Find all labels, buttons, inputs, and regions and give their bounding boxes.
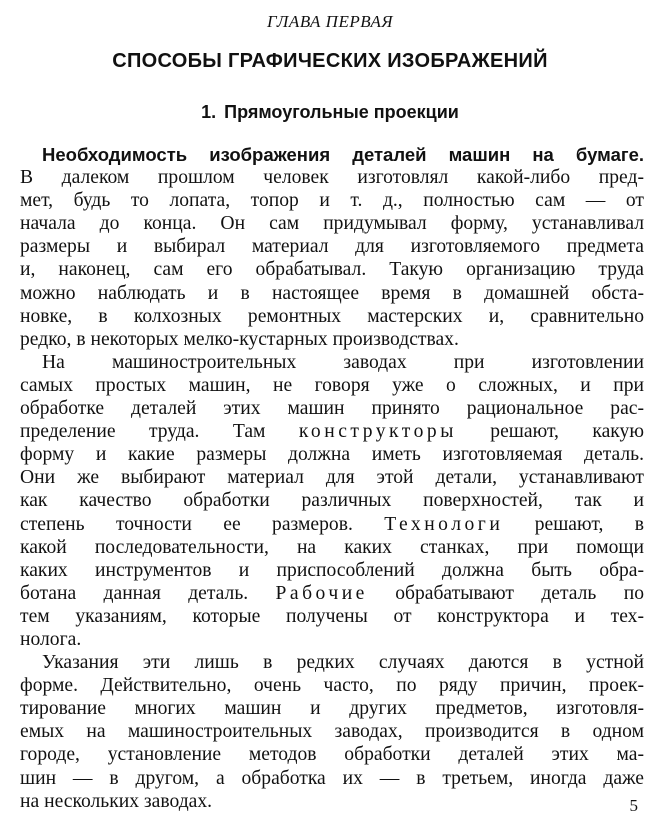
text-line [20,143,644,166]
text-run: решают, в [503,513,644,535]
text-run: обработке деталей этих машин принято рациональное рас- [20,398,644,420]
text-run: размеры и выбирал материал для изготовляемого предмета [20,236,644,258]
text-line [20,674,644,697]
text-line [20,651,644,674]
text-line [20,767,644,790]
paragraph [20,351,644,651]
text-line [20,258,644,281]
text-run: мет, будь то лопата, топор и т. д., полностью сам — от [20,190,644,212]
text-run: Указания эти лишь в редких случаях даются в устной [42,652,644,674]
text-line [20,282,644,305]
text-run: нолога. [20,628,82,650]
paragraph-lead-in: Необходимость изображения деталей машин на бумаге. [42,144,644,165]
text-line [20,235,644,258]
text-run: и, наконец, сам его обрабатывал. Такую организацию труда [20,259,644,281]
text-run: На машиностроительных заводах при изготовлении [42,351,644,373]
page-number: 5 [629,796,638,815]
text-run: можно наблюдать и в настоящее время в домашней обста- [20,282,644,304]
emphasized-term: Технологи [384,513,504,535]
text-line [20,720,644,743]
text-run: новке, в колхозных ремонтных мастерских и, сравнительно [20,305,644,327]
text-line [20,628,644,651]
text-run: начала до конца. Он сам придумывал форму, устанавливал [20,213,644,235]
text-run: как качество обработки различных поверхностей, так и [20,490,644,512]
emphasized-term: конструкторы [298,421,457,443]
text-line [20,605,644,628]
text-line [20,443,644,466]
text-line [20,166,644,189]
text-line [20,582,644,605]
body-text [20,143,644,813]
chapter-title: СПОСОБЫ ГРАФИЧЕСКИХ ИЗОБРАЖЕНИЙ [112,50,548,72]
text-line [20,420,644,443]
text-run: форме. Действительно, очень часто, по ряду причин, проек- [20,675,644,697]
text-run: самых простых машин, не говоря уже о сложных, и при [20,374,644,396]
text-line [20,351,644,374]
text-run: В далеком прошлом человек изготовлял какой-либо пред- [20,167,644,189]
section-title: Прямоугольные проекции [224,102,459,122]
chapter-label: ГЛАВА ПЕРВАЯ [266,12,394,31]
text-run: редко, в некоторых мелко-кустарных производствах. [20,328,459,350]
text-line [20,536,644,559]
text-run: на нескольких заводах. [20,790,213,812]
text-line [20,328,644,351]
text-run: решают, какую [456,421,644,443]
text-line [20,305,644,328]
text-run: степень точности ее размеров. [20,513,385,535]
paragraph [20,651,644,813]
text-line [20,489,644,512]
text-run: тем указаниям, которые получены от конструктора и тех- [20,605,644,627]
text-run: городе, установление методов обработки деталей этих ма- [20,744,644,766]
text-line [20,559,644,582]
text-run: шин — в другом, а обработка их — в третьем, иногда даже [20,767,644,789]
text-run: Они же выбирают материал для этой детали, устанавливают [20,467,644,489]
text-line [20,697,644,720]
text-run: ботана данная деталь. [20,582,276,604]
text-run: емых на машиностроительных заводах, производится в одном [20,721,644,743]
text-line [20,374,644,397]
text-line [20,466,644,489]
section-number: 1. [201,102,217,122]
text-line [20,397,644,420]
text-run: какой последовательности, на каких станках, при помощи [20,536,644,558]
text-line [20,743,644,766]
text-line [20,513,644,536]
text-run: обрабатывают деталь по [367,582,644,604]
text-run: пределение труда. Там [20,421,299,443]
text-line [20,212,644,235]
emphasized-term: Рабочие [275,582,368,604]
section-heading [0,102,660,123]
paragraph [20,143,644,351]
text-run: форму и какие размеры должна иметь изготовляемая деталь. [20,444,644,466]
text-run: каких инструментов и приспособлений должна быть обра- [20,559,644,581]
text-line [20,790,644,813]
text-run: тирование многих машин и других предметов, изготовля- [20,698,644,720]
text-line [20,189,644,212]
